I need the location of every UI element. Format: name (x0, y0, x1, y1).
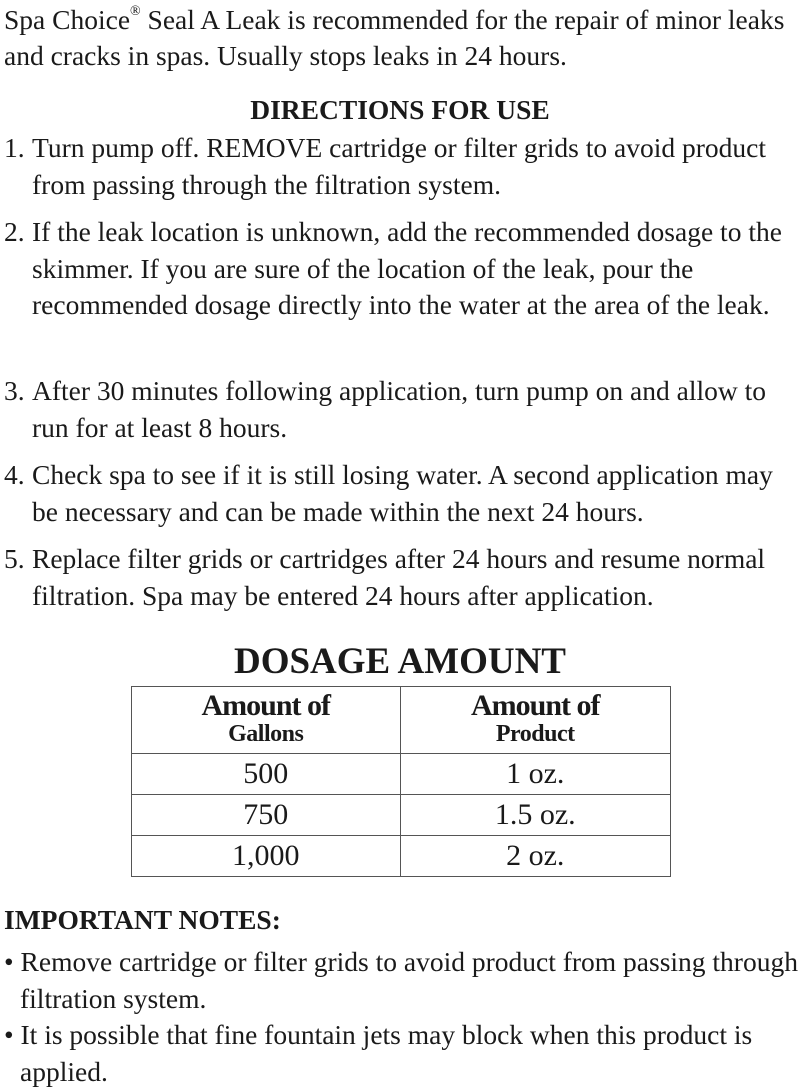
step-number: 3. (4, 375, 25, 406)
step-number: 1. (4, 132, 25, 163)
intro-text: Seal A Leak is recommended for the repair of minor leaks and cracks in spas. Usually stops leaks in 24 hours. (4, 4, 785, 71)
step-text: After 30 minutes following application, turn pump on and allow to run for at least 8 hours. (32, 375, 766, 443)
step-number: 2. (4, 216, 25, 247)
table-row (132, 836, 671, 877)
product-cell: 1.5 oz. (400, 795, 671, 836)
note-item-2 (4, 1017, 798, 1090)
gallons-cell: 1,000 (132, 836, 401, 877)
step-number: 4. (4, 459, 25, 490)
table-row (132, 795, 671, 836)
note-text: It is possible that fine fountain jets may block when this product is applied. (20, 1019, 753, 1087)
step-number: 5. (4, 543, 25, 574)
dosage-table (131, 686, 671, 877)
notes-heading: IMPORTANT NOTES: (4, 904, 281, 935)
header-gallons-top: Amount of (201, 689, 330, 722)
directions-heading: DIRECTIONS FOR USE (250, 94, 550, 125)
gallons-cell: 750 (132, 795, 401, 836)
header-product-top: Amount of (470, 689, 600, 722)
intro-paragraph (4, 2, 798, 74)
step-text: Check spa to see if it is still losing water. A second application may be necessary and can be made within the next 24 hours. (32, 459, 773, 527)
note-item-1 (4, 944, 798, 1017)
direction-step-3 (4, 373, 798, 446)
step-text: If the leak location is unknown, add the recommended dosage to the skimmer. If you are sure of the location of the leak, pour the recommended dosage directly into the water at the area of the leak. (32, 216, 782, 320)
gallons-cell: 500 (132, 754, 401, 795)
bullet-icon: • (4, 1019, 14, 1050)
product-cell: 2 oz. (400, 836, 671, 877)
header-gallons (132, 687, 401, 754)
direction-step-4 (4, 457, 798, 530)
registered-mark: ® (130, 3, 141, 19)
header-gallons-bottom: Gallons (228, 721, 304, 747)
dosage-title: DOSAGE AMOUNT (233, 641, 566, 682)
product-cell: 1 oz. (400, 754, 671, 795)
direction-step-5 (4, 541, 798, 614)
note-text: Remove cartridge or filter grids to avoid product from passing through filtration system. (20, 946, 798, 1014)
direction-step-2 (4, 214, 798, 324)
brand-name: Spa Choice (4, 4, 131, 35)
dosage-header-row (132, 687, 671, 754)
direction-step-1 (4, 130, 798, 203)
header-product (400, 687, 671, 754)
bullet-icon: • (4, 946, 14, 977)
header-product-bottom: Product (495, 721, 575, 747)
step-text: Replace filter grids or cartridges after 24 hours and resume normal filtration. Spa may be entered 24 hours after application. (32, 543, 766, 611)
table-row (132, 754, 671, 795)
step-text: Turn pump off. REMOVE cartridge or filter grids to avoid product from passing through the filtration system. (32, 132, 766, 200)
